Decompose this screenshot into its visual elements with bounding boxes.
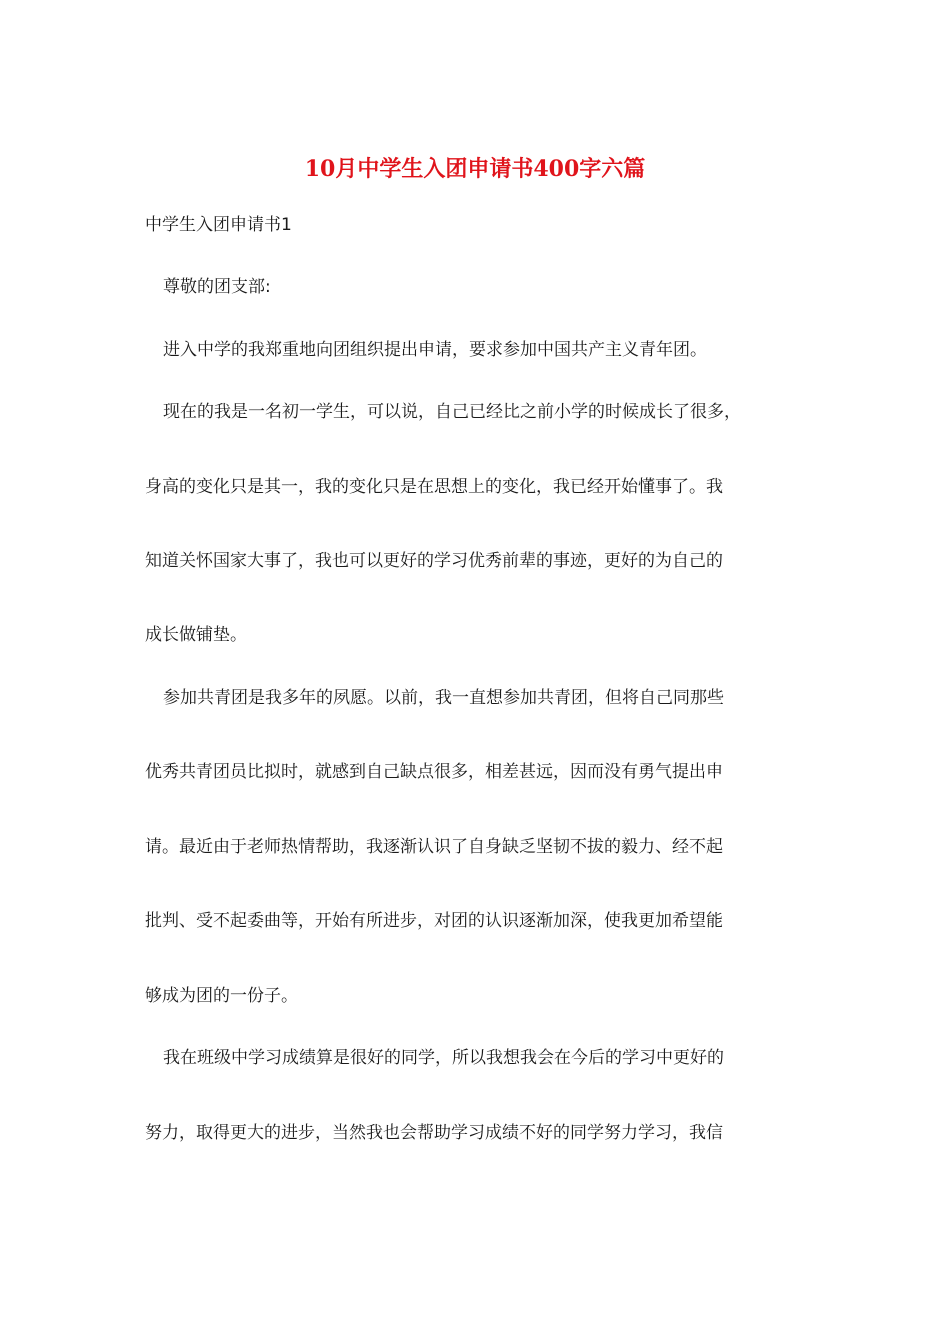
paragraph-line: 努力，取得更大的进步，当然我也会帮助学习成绩不好的同学努力学习，我信 — [145, 1123, 723, 1143]
paragraph-line: 优秀共青团员比拟时，就感到自己缺点很多，相差甚远，因而没有勇气提出申 — [145, 762, 723, 782]
paragraph-line: 够成为团的一份子。 — [145, 986, 298, 1006]
paragraph-line: 现在的我是一名初一学生，可以说，自己已经比之前小学的时候成长了很多， — [163, 402, 741, 422]
paragraph-line: 身高的变化只是其一，我的变化只是在思想上的变化，我已经开始懂事了。我 — [145, 477, 723, 497]
paragraph-line: 参加共青团是我多年的夙愿。以前，我一直想参加共青团，但将自己同那些 — [163, 688, 724, 708]
section-heading: 中学生入团申请书1 — [145, 215, 292, 235]
paragraph-line: 我在班级中学习成绩算是很好的同学，所以我想我会在今后的学习中更好的 — [163, 1048, 724, 1068]
paragraph-line: 进入中学的我郑重地向团组织提出申请，要求参加中国共产主义青年团。 — [163, 340, 707, 360]
paragraph-line: 请。最近由于老师热情帮助，我逐渐认识了自身缺乏坚韧不拔的毅力、经不起 — [145, 837, 723, 857]
paragraph-line: 批判、受不起委曲等，开始有所进步，对团的认识逐渐加深，使我更加希望能 — [145, 911, 723, 931]
salutation: 尊敬的团支部: — [163, 277, 271, 297]
paragraph-line: 知道关怀国家大事了，我也可以更好的学习优秀前辈的事迹，更好的为自己的 — [145, 551, 723, 571]
document-title: 10月中学生入团申请书400字六篇 — [304, 156, 646, 182]
paragraph-line: 成长做铺垫。 — [145, 625, 247, 645]
